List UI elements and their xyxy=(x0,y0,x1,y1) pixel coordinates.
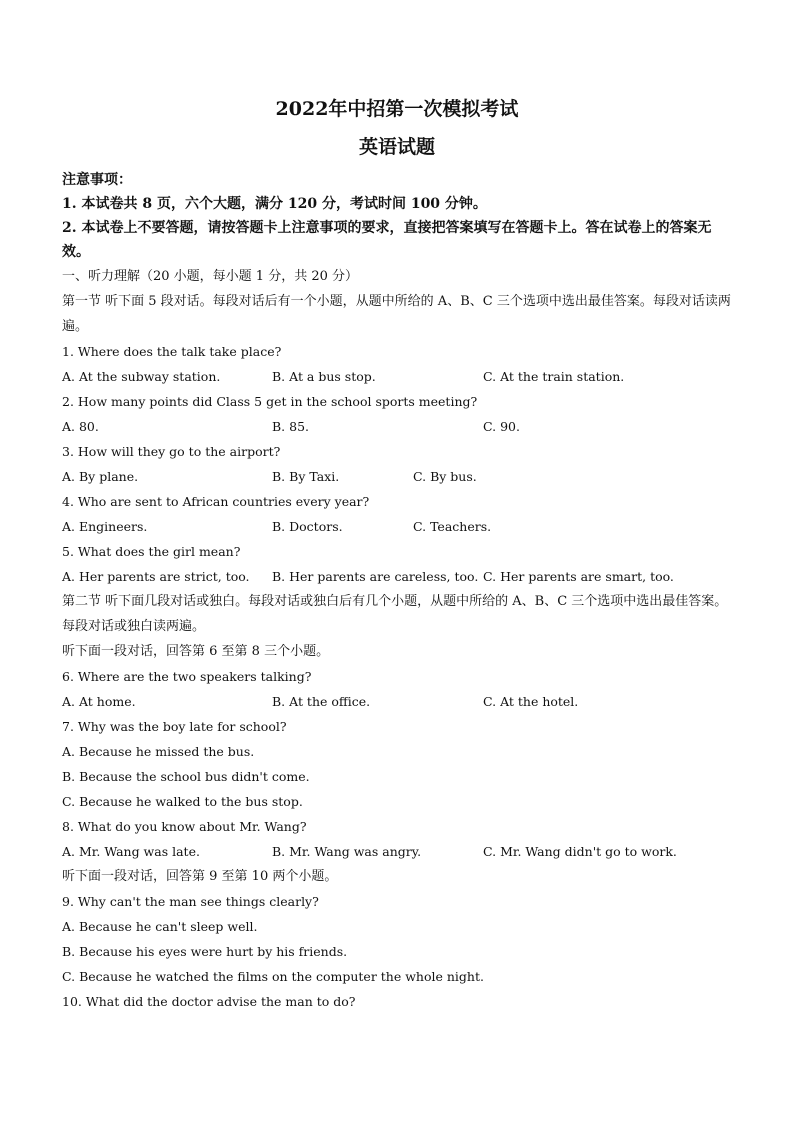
option-c: C. Teachers. xyxy=(413,519,492,534)
dialog-9-10-instructions: 听下面一段对话，回答第 9 至第 10 两个小题。 xyxy=(62,869,338,884)
option-c: C. Because he walked to the bus stop. xyxy=(62,794,303,809)
option-c: C. At the train station. xyxy=(483,369,625,384)
question-8-options xyxy=(62,839,732,864)
question-1: 1. Where does the talk take place? xyxy=(62,344,282,359)
option-c: C. Mr. Wang didn't go to work. xyxy=(483,844,677,859)
option-c: C. At the hotel. xyxy=(483,694,579,709)
question-1-options xyxy=(62,364,732,389)
dialog-6-8-instructions: 听下面一段对话，回答第 6 至第 8 三个小题。 xyxy=(62,644,330,659)
question-2: 2. How many points did Class 5 get in the school sports meeting? xyxy=(62,394,478,409)
note-item-1: 1. 本试卷共 8 页，六个大题，满分 120 分，考试时间 100 分钟。 xyxy=(62,196,487,212)
exam-page xyxy=(62,96,732,1014)
option-b: B. 85. xyxy=(272,419,310,434)
option-c: C. Her parents are smart, too. xyxy=(483,569,674,584)
section-heading: 一、听力理解（20 小题，每小题 1 分，共 20 分） xyxy=(62,269,359,284)
question-3: 3. How will they go to the airport? xyxy=(62,444,281,459)
option-a: A. At home. xyxy=(62,694,136,709)
option-a: A. Engineers. xyxy=(62,519,148,534)
question-8: 8. What do you know about Mr. Wang? xyxy=(62,819,307,834)
question-5-options xyxy=(62,564,732,589)
question-6: 6. Where are the two speakers talking? xyxy=(62,669,312,684)
question-10: 10. What did the doctor advise the man to do? xyxy=(62,994,356,1009)
option-a: A. 80. xyxy=(62,419,99,434)
option-c: C. By bus. xyxy=(413,469,477,484)
option-c: C. 90. xyxy=(483,419,520,434)
option-a: A. Because he can't sleep well. xyxy=(62,919,258,934)
option-b: B. Mr. Wang was angry. xyxy=(272,844,422,859)
exam-subtitle: 英语试题 xyxy=(358,136,435,158)
option-b: B. At a bus stop. xyxy=(272,369,376,384)
option-a: A. Mr. Wang was late. xyxy=(62,844,200,859)
option-c: C. Because he watched the films on the computer the whole night. xyxy=(62,969,484,984)
part2-instructions: 第二节 听下面几段对话或独白。每段对话或独白后有几个小题，从题中所给的 A、B、C 三个选项中选出最佳答案。每段对话或独白读两遍。 xyxy=(62,594,728,634)
exam-title: 2022年中招第一次模拟考试 xyxy=(275,98,519,120)
question-7: 7. Why was the boy late for school? xyxy=(62,719,287,734)
option-b: B. At the office. xyxy=(272,694,371,709)
option-a: A. Her parents are strict, too. xyxy=(62,569,250,584)
option-b: B. Because the school bus didn't come. xyxy=(62,769,310,784)
part1-instructions: 第一节 听下面 5 段对话。每段对话后有一个小题，从题中所给的 A、B、C 三个选项中选出最佳答案。每段对话读两遍。 xyxy=(62,294,731,334)
option-b: B. Her parents are careless, too. xyxy=(272,569,479,584)
question-9: 9. Why can't the man see things clearly? xyxy=(62,894,319,909)
question-4-options xyxy=(62,514,732,539)
option-b: B. Because his eyes were hurt by his friends. xyxy=(62,944,348,959)
question-2-options xyxy=(62,414,732,439)
option-a: A. Because he missed the bus. xyxy=(62,744,255,759)
option-b: B. Doctors. xyxy=(272,519,343,534)
note-item-2: 2. 本试卷上不要答题，请按答题卡上注意事项的要求，直接把答案填写在答题卡上。答在试卷上的答案无效。 xyxy=(62,220,712,260)
notes-heading: 注意事项： xyxy=(62,172,132,188)
option-a: A. At the subway station. xyxy=(62,369,221,384)
option-b: B. By Taxi. xyxy=(272,469,340,484)
question-5: 5. What does the girl mean? xyxy=(62,544,241,559)
question-6-options xyxy=(62,689,732,714)
question-3-options xyxy=(62,464,732,489)
question-4: 4. Who are sent to African countries every year? xyxy=(62,494,370,509)
option-a: A. By plane. xyxy=(62,469,139,484)
